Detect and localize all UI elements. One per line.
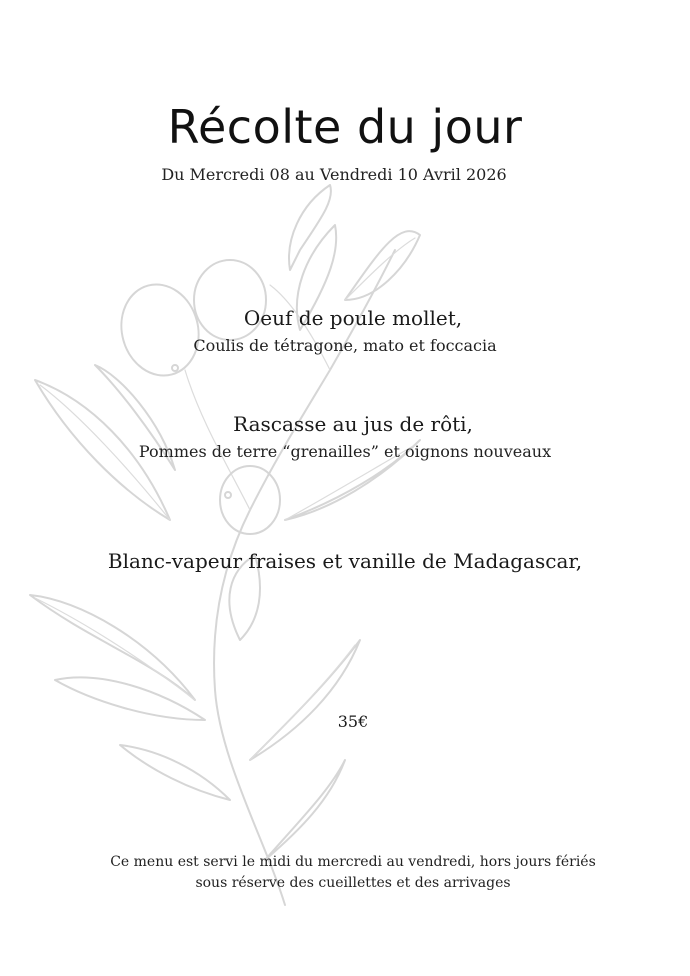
menu-dates: Du Mercredi 08 au Vendredi 10 Avril 2026 [161,165,507,184]
page-title: Récolte du jour [167,100,523,154]
course-2-name: Rascasse au jus de rôti, [233,412,473,436]
course-2 [0,412,690,461]
course-3-name: Blanc-vapeur fraises et vanille de Madagascar, [107,549,583,573]
course-3 [0,549,690,573]
footer-line-2: sous réserve des cueillettes et des arrivages [195,875,511,891]
course-1-description: Coulis de tétragone, mato et foccacia [193,336,497,355]
menu-price: 35€ [337,712,369,731]
course-1-name: Oeuf de poule mollet, [243,306,463,330]
footer-line-1: Ce menu est servi le midi du mercredi au vendredi, hors jours fériés [110,854,596,870]
footer-note [0,852,690,894]
course-2-description: Pommes de terre “grenailles” et oignons nouveaux [138,442,552,461]
course-1 [0,306,690,355]
